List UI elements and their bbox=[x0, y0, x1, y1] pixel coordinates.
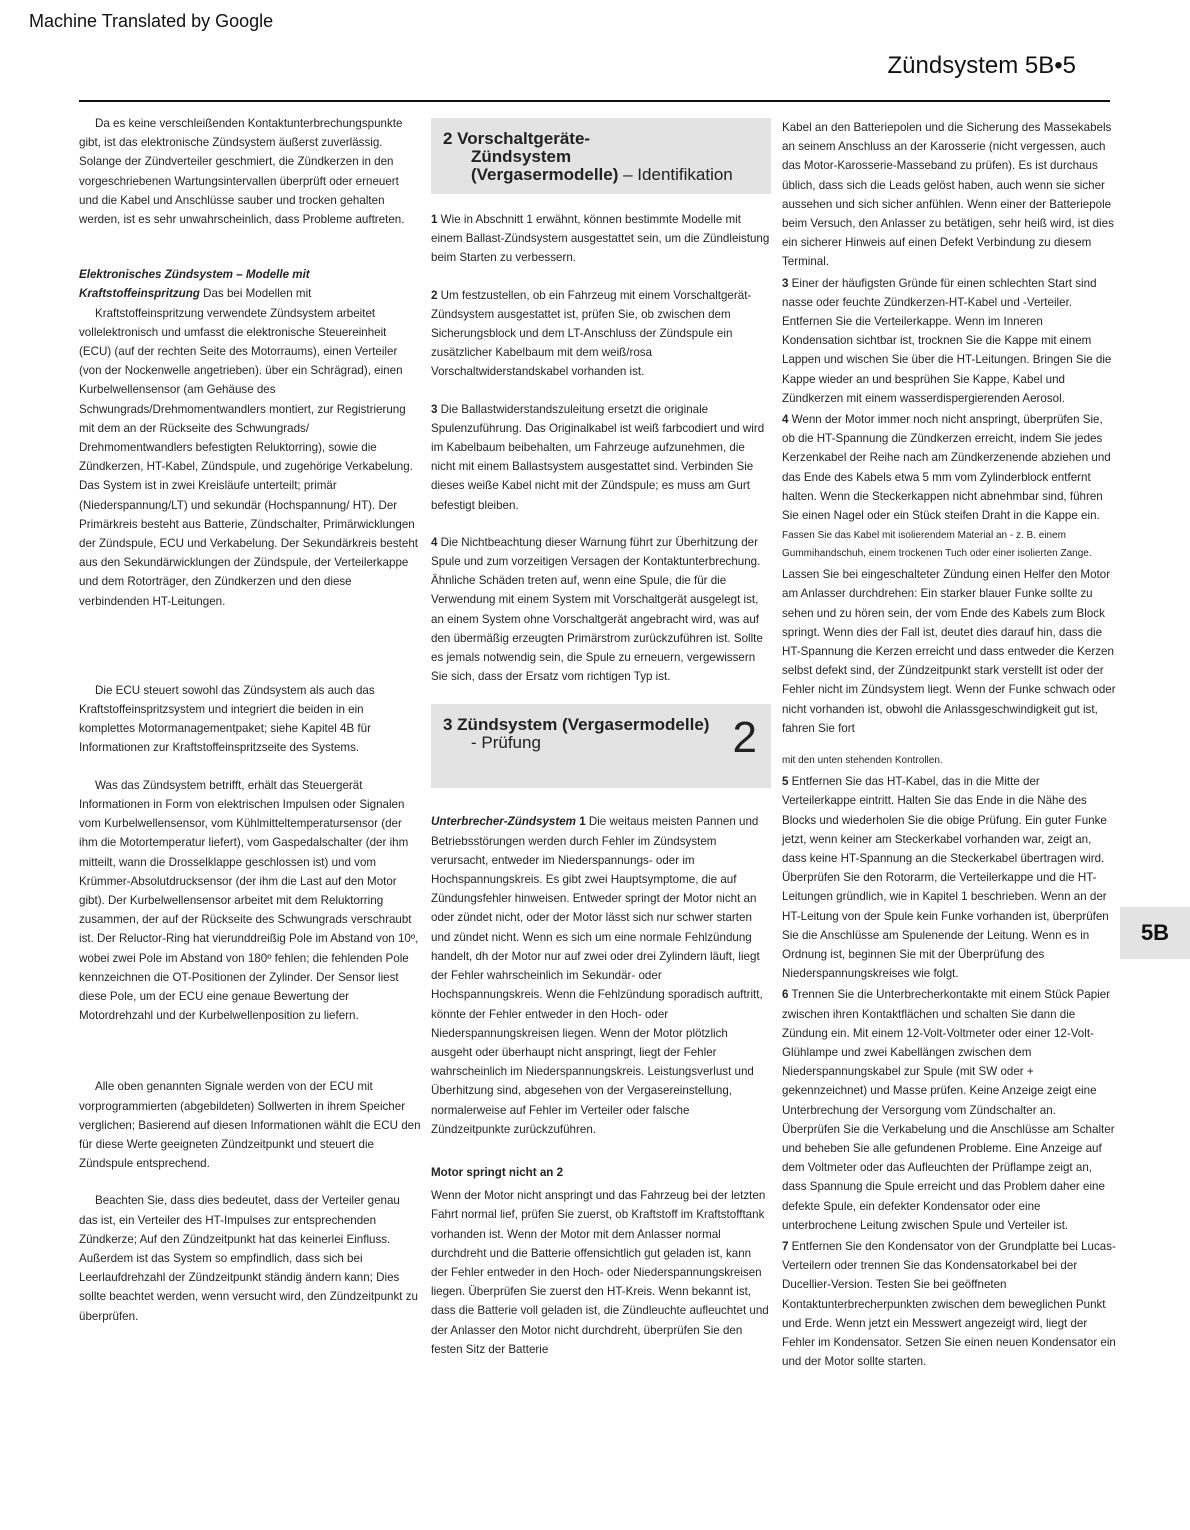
paragraph: Beachten Sie, dass dies bedeutet, dass der Verteiler genau das ist, ein Verteiler des HT-Impulses zur entsprechenden Zündkerze; Auf den Zündzeitpunkt hat das keinerlei Einfluss. Außerdem ist das System so empfindlich, dass sich bei Leerlaufdrehzahl der Zündzeitpunkt ständig ändern kann; Dies sollte beachtet werden, wenn versucht wird, den Zündzeitpunkt zu überprüfen. bbox=[79, 1194, 418, 1323]
paragraph-text: Um festzustellen, ob ein Fahrzeug mit einem Vorschaltgerät-Zündsystem ausgestattet ist, prüfen Sie, ob zwischen dem Sicherungsblock und dem LT-Anschluss der Zündspule ein zusätzlicher Kabelbaum mit dem weiß/rosa Vorschaltwiderstandskabel vorhanden ist. bbox=[431, 288, 752, 379]
column-right bbox=[782, 118, 1116, 1373]
paragraph: Kraftstoffeinspritzung verwendete Zündsystem arbeitet vollelektronisch und umfasst die elektronische Steuereinheit (ECU) (auf der rechten Seite des Motorraums), einen Verteiler (von der Nockenwelle angetrieben). über ein Schrägrad), einen Kurbelwellensensor (am Gehäuse des Schwungrads/Drehmomentwandlers montiert, zur Registrierung mit dem an der Rückseite des Schwungrads/ Drehmomentwandlers befestigten Reluktorring), sowie die Zündkerzen, HT-Kabel, Zündspule, und zugehörige Verkabelung. Das System ist in zwei Kreisläufe unterteilt; primär (Niederspannung/LT) und sekundär (Hochspannung/ HT). Der Primärkreis besteht aus Batterie, Zündschalter, Primärwicklungen der Zündspule, ECU und Verkabelung. Der Sekundärkreis besteht aus den Sekundärwicklungen der Zündspule, der Verteilerkappe und dem Rotorträger, den Zündkerzen und den diese verbindenden HT-Leitungen. bbox=[79, 306, 418, 608]
paragraph-number: 3 bbox=[431, 402, 438, 416]
paragraph-text: Entfernen Sie den Kondensator von der Grundplatte bei Lucas-Verteilern oder trennen Sie das Kondensatorkabel bei der Ducellier-Version. Testen Sie bei geöffneten Kontaktunterbrecherpunkten zwischen dem beweglichen Punkt und Erde. Wenn jetzt ein Messwert angezeigt wird, liegt der Fehler im Kondensator. Setzen Sie einen neuen Kondensator ein und der Motor sollte starten. bbox=[782, 1239, 1116, 1369]
paragraph: Lassen Sie bei eingeschalteter Zündung einen Helfer den Motor am Anlasser durchdrehen: Ein starker blauer Funke sollte zu sehen und zu hören sein, der vom Ende des Kabels zum Block springt. Wenn dies der Fall ist, deutet dies darauf hin, dass die HT-Spannung die Kerzen erreicht und dass entweder die Kerzen selbst defekt sind, der Zündzeitpunkt stark verstellt ist oder der Fehler nicht im Zündsystem liegt. Wenn der Funke schwach oder nicht vorhanden ist, obwohl die Anlassgeschwindigkeit gut ist, fahren Sie fort bbox=[782, 568, 1116, 735]
subsection-heading: Motor springt nicht an 2 bbox=[431, 1165, 564, 1179]
paragraph-number: 7 bbox=[782, 1239, 789, 1253]
chapter-tab: 5B bbox=[1120, 907, 1190, 959]
numbered-paragraph bbox=[782, 1237, 1116, 1371]
warning-note: Fassen Sie das Kabel mit isolierendem Material an - z. B. einem Gummihandschuh, einem trockenen Tuch oder einer isolierten Zange. bbox=[782, 530, 1092, 560]
numbered-paragraph bbox=[782, 274, 1116, 408]
paragraph-number: 4 bbox=[431, 535, 438, 549]
paragraph-continuation: mit den unten stehenden Kontrollen. bbox=[782, 755, 943, 767]
section-number-large: 2 bbox=[732, 713, 757, 763]
paragraph-number: 5 bbox=[782, 775, 789, 789]
paragraph: Wenn der Motor nicht anspringt und das Fahrzeug bei der letzten Fahrt normal lief, prüfen Sie zuerst, ob Kraftstoff im Kraftstofftank vorhanden ist. Wenn der Motor mit dem Anlasser normal durchdreht und die Batterie offensichtlich gut geladen ist, kann der Fehler entweder in den Hoch- oder Niederspannungskreisen liegen. Überprüfen Sie zuerst den HT-Kreis. Wenn bekannt ist, dass die Batterie voll geladen ist, die Zündleuchte aufleuchtet und der Anlasser den Motor nicht durchdreht, überprüfen Sie den festen Sitz der Batterie bbox=[431, 1189, 769, 1356]
page-header-title: Zündsystem 5B•5 bbox=[887, 52, 1076, 79]
section-heading-box-3 bbox=[431, 704, 771, 788]
paragraph-number: 1 bbox=[431, 213, 438, 226]
numbered-paragraph bbox=[782, 772, 1116, 983]
numbered-paragraph bbox=[431, 286, 771, 382]
paragraph-text: Die Ballastwiderstandszuleitung ersetzt die originale Spulenzuführung. Das Originalkabel ist weiß farbcodiert und wird im Kabelbaum beibehalten, um Fahrzeuge aufzunehmen, die nicht mit einem Ballastsystem ausgestattet sind. Verbinden Sie dieses weiße Kabel nicht mit der Zündspule; es muss am Gurt befestigt bleiben. bbox=[431, 402, 765, 512]
subsection-heading: Unterbrecher-Zündsystem bbox=[431, 815, 576, 829]
section-title-line: Zündsystem bbox=[471, 147, 572, 166]
paragraph-number: 6 bbox=[782, 988, 789, 1002]
paragraph-text: Trennen Sie die Unterbrecherkontakte mit einem Stück Papier zwischen ihren Kontaktflächen und schalten Sie dann die Zündung ein. Mit einem 12-Volt-Voltmeter oder einer 12-Volt-Glühlampe und zwei Kabellängen zwischen dem Niederspannungskabel zur Spule (mit SW oder + gekennzeichnet) und Masse prüfen. Keine Anzeige zeigt eine Unterbrechung der Versorgung vom Zündschalter an. Überprüfen Sie die Verkabelung und die Anschlüsse am Schalter und beheben Sie alle gefundenen Probleme. Eine Anzeige auf dem Voltmeter oder das Aufleuchten der Prüflampe zeigt an, dass Spannung die Spule erreicht und das Problem daher eine defekte Spule, ein defekter Kondensator oder eine unterbrochene Leitung zwischen Spule und Verteiler ist. bbox=[782, 988, 1115, 1232]
paragraph-number: 3 bbox=[782, 276, 789, 290]
paragraph-text: Die Nichtbeachtung dieser Warnung führt zur Überhitzung der Spule und zum vorzeitigen Versagen der Kontaktunterbrechung. Ähnliche Schäden treten auf, wenn eine Spule, die für die Verwendung mit einem System mit Vorschaltgerät ausgelegt ist, an einem System ohne Vorschaltgerät angebracht wird, was auf den übermäßig erzeugten Primärstrom zurückzuführen ist. Sollte es jemals notwendig sein, die Spule zu erneuern, vergewissern Sie sich, dass der Ersatz vom richtigen Typ ist. bbox=[431, 535, 763, 684]
paragraph: Alle oben genannten Signale werden von der ECU mit vorprogrammierten (abgebildeten) Sollwerten in ihrem Speicher verglichen; Basierend auf diesen Informationen wählt die ECU den für diese Werte geeigneten Zündzeitpunkt und steuert die Zündspule entsprechend. bbox=[79, 1080, 421, 1171]
numbered-paragraph bbox=[431, 400, 771, 515]
section-heading-box-2 bbox=[431, 118, 771, 194]
numbered-paragraph bbox=[431, 210, 771, 268]
subsection-lead: Das bei Modellen mit bbox=[203, 287, 312, 301]
paragraph: Da es keine verschleißenden Kontaktunterbrechungspunkte gibt, ist das elektronische Zündsystem äußerst zuverlässig. Solange der Zündverteiler geschmiert, die Zündkerzen in den vorgeschriebenen Wartungsintervallen überprüft oder erneuert und die Kabel und Anschlüsse sauber und trocken gehalten werden, ist es sehr unwahrscheinlich, dass Probleme auftreten. bbox=[79, 117, 405, 227]
paragraph: Die ECU steuert sowohl das Zündsystem als auch das Kraftstoffeinspritzsystem und integriert die beiden in ein komplettes Motormanagementpaket; siehe Kapitel 4B für Informationen zur Kraftstoffeinspritzseite des Systems. bbox=[79, 683, 375, 755]
numbered-paragraph bbox=[431, 533, 771, 687]
section-title-line bbox=[443, 166, 759, 184]
section-title-bold: (Vergasermodelle) bbox=[471, 165, 619, 184]
paragraph-number: 1 bbox=[575, 815, 586, 829]
paragraph: Kabel an den Batteriepolen und die Sicherung des Massekabels an seinem Anschluss an der Karosserie (nicht vergessen, auch das Motor-Karosserie-Masseband zu prüfen). Es ist durchaus üblich, dass sich die Leads gelöst haben, auch wenn sie sicher aussehen und sich sicher anfühlen. Wenn einer der Batteriepole beim Versuch, den Anlasser zu betätigen, sehr heiß wird, ist dies ein sicherer Hinweis auf einen Defekt Verbindung zu diesem Terminal. bbox=[782, 121, 1114, 269]
paragraph-text: Wie in Abschnitt 1 erwähnt, können bestimmte Modelle mit einem Ballast-Zündsystem ausgestattet sein, um die Zündleistung beim Starten zu verbessern. bbox=[431, 213, 770, 265]
section-title-line: - Prüfung bbox=[471, 733, 541, 753]
machine-translated-label: Machine Translated by Google bbox=[29, 11, 274, 31]
section-title-line: 2 Vorschaltgeräte- bbox=[443, 129, 591, 148]
column-middle bbox=[431, 118, 771, 1377]
subsection-intro bbox=[79, 265, 421, 303]
paragraph-text: Entfernen Sie das HT-Kabel, das in die Mitte der Verteilerkappe eintritt. Halten Sie das Ende in die Nähe des Blocks und wiederholen Sie die obige Prüfung. Ein guter Funke jetzt, wenn keiner am Steckerkabel vorhanden war, zeigt an, dass keine HT-Spannung an die Steckerkabel übertragen wird. Überprüfen Sie den Rotorarm, die Verteilerkappe und die HT-Leitungen gründlich, wie in Kapitel 1 beschrieben. Wenn an der HT-Leitung von der Spule kein Funke vorhanden ist, überprüfen Sie die Anschlüsse am Spulenende der Leitung. Wenn es in Ordnung ist, beginnen Sie mit der Überprüfung des Niederspannungskreises wie folgt. bbox=[782, 775, 1109, 981]
paragraph-number: 2 bbox=[431, 288, 438, 302]
paragraph-number: 4 bbox=[782, 413, 789, 427]
column-left bbox=[79, 114, 421, 1344]
paragraph: Was das Zündsystem betrifft, erhält das Steuergerät Informationen in Form von elektrischen Impulsen oder Signalen vom Kurbelwellensensor, vom Kühlmitteltemperatursensor (der ihm die Motortemperatur liefert), vom Gaspedalschalter (der ihm mitteilt, wann die Drosselklappe geschlossen ist) und vom Krümmer-Absolutdrucksensor (der ihm die Last auf den Motor gibt). Der Kurbelwellensensor arbeitet mit dem Reluktorring zusammen, der auf der Rückseite des Schwungrads verschraubt ist. Der Reluctor-Ring hat vierunddreißig Pole im Abstand von 10º, wobei zwei Pole im Abstand von 180º fehlen; die fehlenden Pole kennzeichnen die OT-Positionen der Zylinder. Der Sensor liest diese Pole, um der ECU eine genaue Bewertung der Motordrehzahl und der Kurbelwellenposition zu liefern. bbox=[79, 778, 419, 1023]
paragraph-text: Die weitaus meisten Pannen und Betriebsstörungen werden durch Fehler im Zündsystem verursacht, entweder im Niederspannungs- oder im Hochspannungskreis. Es gibt zwei Hauptsymptome, die auf Zündungsfehler hinweisen. Entweder springt der Motor nicht an oder zündet nicht, oder der Motor lässt sich nur schwer starten und zündet nicht. Wenn es sich um eine normale Fehlzündung handelt, dh der Motor nur auf zwei oder drei Zylindern läuft, liegt der Fehler wahrscheinlich im Sekundär- oder Hochspannungskreis. Wenn die Fehlzündung sporadisch auftritt, könnte der Fehler entweder in den Hoch- oder Niederspannungskreisen liegen. Wenn der Motor plötzlich ausgeht oder überhaupt nicht anspringt, liegt der Fehler wahrscheinlich im Niederspannungskreis. Leistungsverlust und Überhitzung sind, abgesehen von der Vergasereinstellung, normalerweise auf Fehler im Verteiler oder falsche Zündzeitpunkte zurückzuführen. bbox=[431, 815, 763, 1136]
subsection-paragraph bbox=[431, 812, 771, 1138]
section-title-line: 3 Zündsystem (Vergasermodelle) bbox=[443, 715, 710, 735]
paragraph-text: Wenn der Motor immer noch nicht anspringt, überprüfen Sie, ob die HT-Spannung die Zündkerzen erreicht, indem Sie jedes Kerzenkabel der Reihe nach am Zündkerzenende abziehen und das Ende des Kabels etwa 5 mm vom Zylinderblock entfernt halten. Wenn die Steckerkappen nicht abnehmbar sind, führen Sie einen Nagel oder ein Stück steifen Draht in die Kappe ein. bbox=[782, 413, 1111, 523]
numbered-paragraph bbox=[782, 410, 1116, 525]
subsection-heading: Elektronisches Zündsystem – Modelle mit Kraftstoffeinspritzung bbox=[79, 268, 310, 301]
numbered-paragraph bbox=[782, 985, 1116, 1235]
paragraph-text: Einer der häufigsten Gründe für einen schlechten Start sind nasse oder feuchte Zündkerzen-HT-Kabel und -Verteiler. Entfernen Sie die Verteilerkappe. Wenn im Inneren Kondensation sichtbar ist, trocknen Sie die Kappe mit einem Lappen und wischen Sie über die HT-Leitungen. Bringen Sie die Kappe wieder an und besprühen Sie Kappe, Kabel und Zündkerzen mit einem wasserdispergierenden Aerosol. bbox=[782, 276, 1112, 405]
section-title-light: – Identifikation bbox=[618, 165, 733, 184]
header-rule bbox=[79, 100, 1110, 102]
